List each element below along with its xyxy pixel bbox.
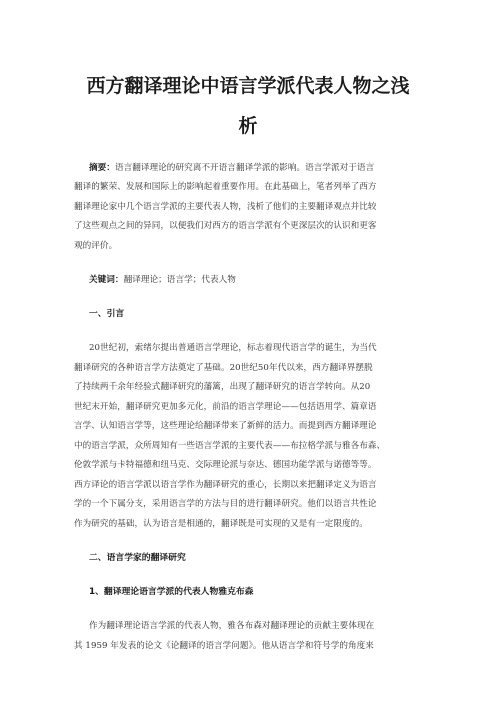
abstract-label: 摘要： [89, 163, 115, 173]
jakobson-line: 作为翻译理论语言学派的代表人物，雅各布森对翻译理论的贡献主要体现在 [89, 621, 375, 631]
document-title-line-2: 析 [238, 115, 258, 137]
introduction-line: 伦敦学派与卡特福德和纽马克、交际理论派与奈达、德国功能学派与诺德等等。 [74, 460, 377, 470]
introduction-line: 翻译研究的各种语言学方法奠定了基础。20世纪50年代以来，西方翻译界摆脱 [74, 363, 373, 373]
abstract-line [89, 164, 374, 173]
introduction-line: 了持续两千余年经验式翻译研究的藩篱，出现了翻译研究的语言学转向。从20 [74, 382, 371, 392]
subsection-heading-jakobson: 1、翻译理论语言学派的代表人物雅克布森 [89, 587, 254, 597]
introduction-line: 西方译论的语言学派以语言学作为翻译研究的重心，长期以来把翻译定义为语言 [74, 480, 377, 490]
keywords-line [89, 276, 236, 285]
abstract-text: 语言翻译理论的研究离不开语言翻译学派的影响。语言学派对于语言 [114, 163, 375, 173]
keywords-text: 翻译理论；语言学；代表人物 [123, 275, 236, 285]
abstract-line: 翻译的繁荣、发展和国际上的影响起着重要作用。在此基础上，笔者列举了西方 [74, 182, 377, 192]
introduction-line: 世纪末开始，翻译研究更加多元化，前沿的语言学理论——包括语用学、篇章语 [74, 402, 377, 412]
introduction-line: 学的一个下属分支，采用语言学的方法与目的进行翻译研究。他们以语言共性论 [74, 499, 377, 509]
section-heading-linguists-translation-research: 二、语言学家的翻译研究 [89, 553, 186, 563]
keywords-label: 关键词： [89, 275, 124, 285]
abstract-line: 翻译理论家中几个语言学派的主要代表人物，浅析了他们的主要翻译观点并比较 [74, 202, 377, 212]
jakobson-line: 其 1959 年发表的论文《论翻译的语言学问题》。他从语言学和符号学的角度来 [74, 641, 374, 651]
abstract-line: 观的评价。 [74, 241, 118, 251]
abstract-line: 了这些观点之间的异同，以便我们对西方的语言学派有个更深层次的认识和更客 [74, 221, 377, 231]
introduction-line: 言学、认知语言学等，这些理论给翻译带来了新鲜的活力。而提到西方翻译理论 [74, 421, 377, 431]
document-title-line-1: 西方翻译理论中语言学派代表人物之浅 [86, 75, 410, 97]
section-heading-introduction: 一、引言 [89, 309, 125, 319]
introduction-line: 中的语言学派，众所周知有一些语言学派的主要代表——布拉格学派与雅各布森、 [74, 441, 386, 451]
introduction-line: 20世纪初，索绪尔提出普通语言学理论，标志着现代语言学的诞生，为当代 [89, 343, 377, 353]
introduction-line: 作为研究的基础，认为语言是相通的，翻译既是可实现的又是有一定限度的。 [74, 519, 368, 529]
